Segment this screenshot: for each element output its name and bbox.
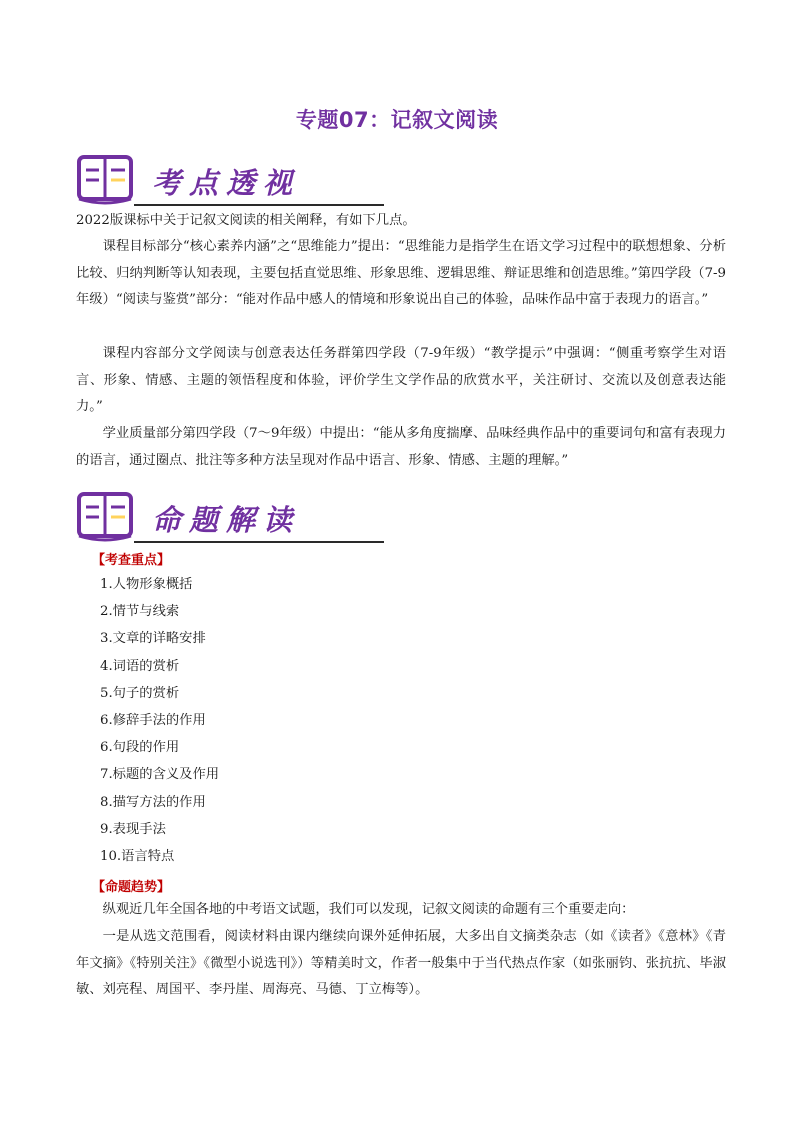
list-item: 3.文章的详略安排: [100, 631, 206, 647]
list-item: 1.人物形象概括: [100, 577, 193, 592]
list-item: 5.句子的赏析: [100, 685, 180, 701]
list-item: 7.标题的含义及作用: [100, 767, 220, 783]
intro-paragraph-4: 学业质量部分第四学段（7～9年级）中提出：“能从多角度揣摩、品味经典作品中的重要词句和富有表现力的语言，通过圈点、批注等多种方法呈现对作品中语言、形象、情感、主题的理解。”: [76, 426, 726, 468]
section-banner-kaodian: [76, 153, 316, 209]
banner-underline: [134, 204, 384, 206]
banner-underline: [134, 541, 384, 543]
trend-paragraph-2: 一是从选文范围看，阅读材料由课内继续向课外延伸拓展，大多出自文摘类杂志（如《读者》《意林》《青年文摘》《特别关注》《微型小说选刊》）等精美时文，作者一般集中于当代热点作家（如张丽钧、张抗抗、毕淑敏、刘亮程、周国平、李丹崖、周海亮、马德、丁立梅等）。: [76, 929, 726, 998]
list-item: 6.修辞手法的作用: [100, 712, 206, 728]
trend-label: 【命题趋势】: [92, 880, 171, 895]
focus-label: 【考查重点】: [92, 553, 171, 568]
list-item: 8.描写方法的作用: [100, 794, 206, 810]
list-item: 4.词语的赏析: [100, 658, 180, 674]
focus-list: [100, 571, 219, 870]
banner-title: 命题解读: [152, 503, 301, 537]
trend-paragraph-1: 纵观近几年全国各地的中考语文试题，我们可以发现，记叙文阅读的命题有三个重要走向：: [102, 902, 635, 917]
intro-paragraph-2: 课程目标部分“核心素养内涵”之“思维能力”提出：“思维能力是指学生在语文学习过程中的联想想象、分析比较、归纳判断等认知表现，主要包括直觉思维、形象思维、逻辑思维、辩证思维和创造思维。”第四学段（7-9年级）“阅读与鉴赏”部分：“能对作品中感人的情境和形象说出自己的体验，品味作品中富于表现力的语言。”: [76, 239, 726, 308]
book-icon: [76, 490, 134, 542]
book-icon: [76, 153, 134, 205]
list-item: 2.情节与线索: [100, 604, 180, 620]
intro-paragraph-3: 课程内容部分文学阅读与创意表达任务群第四学段（7-9年级）“教学提示”中强调：“侧重考察学生对语言、形象、情感、主题的领悟程度和体验，评价学生文学作品的欣赏水平，关注研讨、交流以及创意表达能力。”: [76, 346, 726, 415]
banner-title: 考点透视: [152, 166, 301, 200]
list-item: 9.表现手法: [100, 821, 166, 837]
list-item: 10.语言特点: [100, 848, 175, 864]
list-item: 6.句段的作用: [100, 740, 180, 756]
page-title: 专题07：记叙文阅读: [295, 108, 499, 132]
section-banner-mingti: [76, 490, 316, 546]
intro-paragraph-1: 2022版课标中关于记叙文阅读的相关阐释，有如下几点。: [76, 213, 416, 228]
